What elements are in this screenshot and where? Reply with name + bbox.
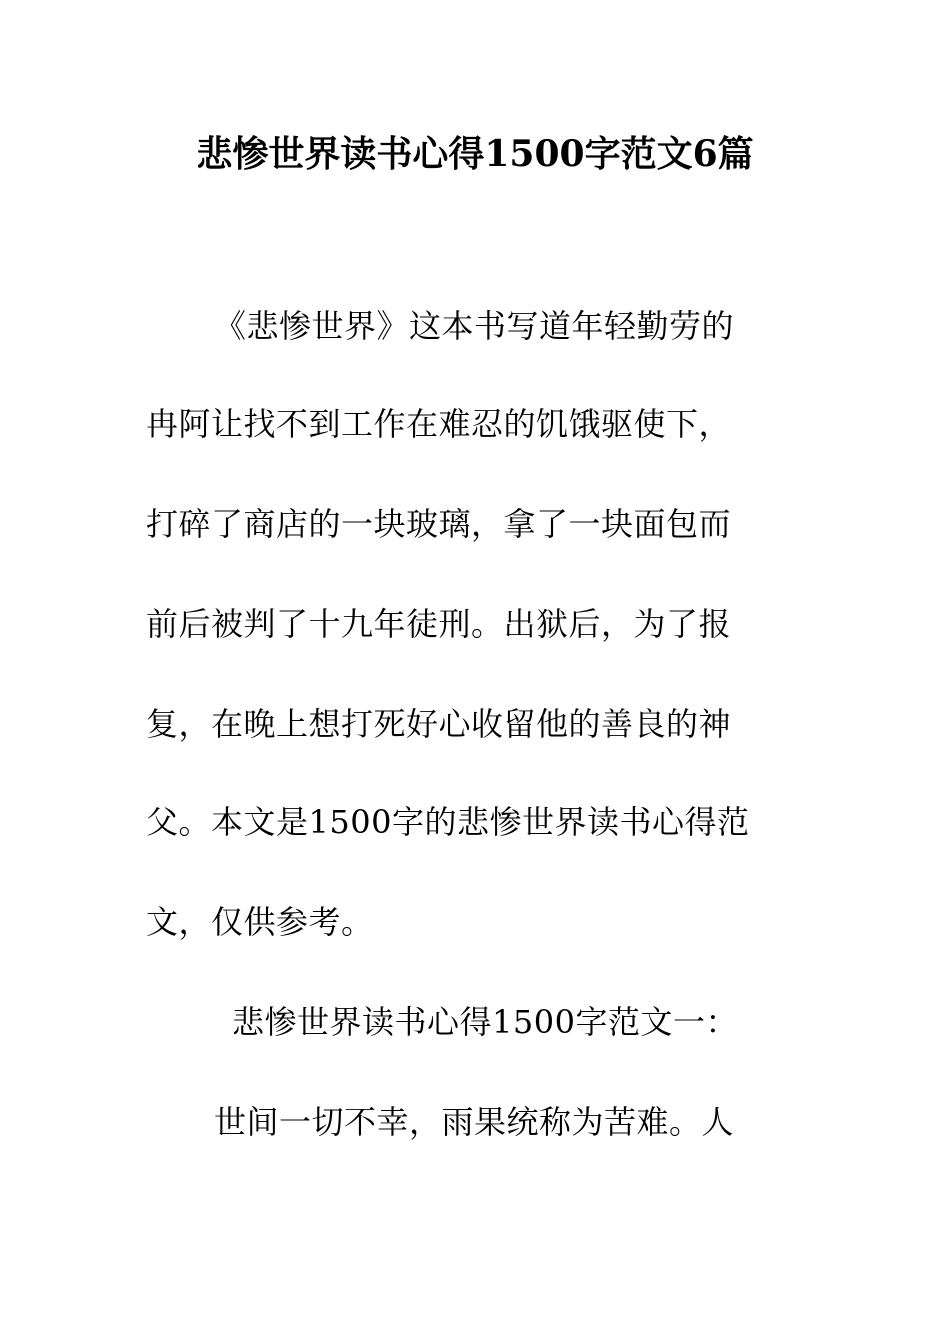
intro-line-6: 父。本文是1500字的悲惨世界读书心得范	[146, 803, 750, 841]
intro-line-5: 复，在晚上想打死好心收留他的善良的神	[146, 705, 732, 743]
intro-line-2: 冉阿让找不到工作在难忍的饥饿驱使下，	[146, 405, 732, 443]
intro-line-7: 文，仅供参考。	[146, 903, 374, 941]
body-line-1: 世间一切不幸，雨果统称为苦难。人	[214, 1103, 735, 1141]
section-heading: 悲惨世界读书心得1500字范文一：	[232, 1003, 738, 1041]
intro-line-3: 打碎了商店的一块玻璃，拿了一块面包而	[146, 505, 732, 543]
intro-line-4: 前后被判了十九年徒刑。出狱后，为了报	[146, 605, 732, 643]
document-title: 悲惨世界读书心得1500字范文6篇	[196, 133, 754, 175]
intro-line-1: 《悲惨世界》这本书写道年轻勤劳的	[214, 307, 735, 345]
